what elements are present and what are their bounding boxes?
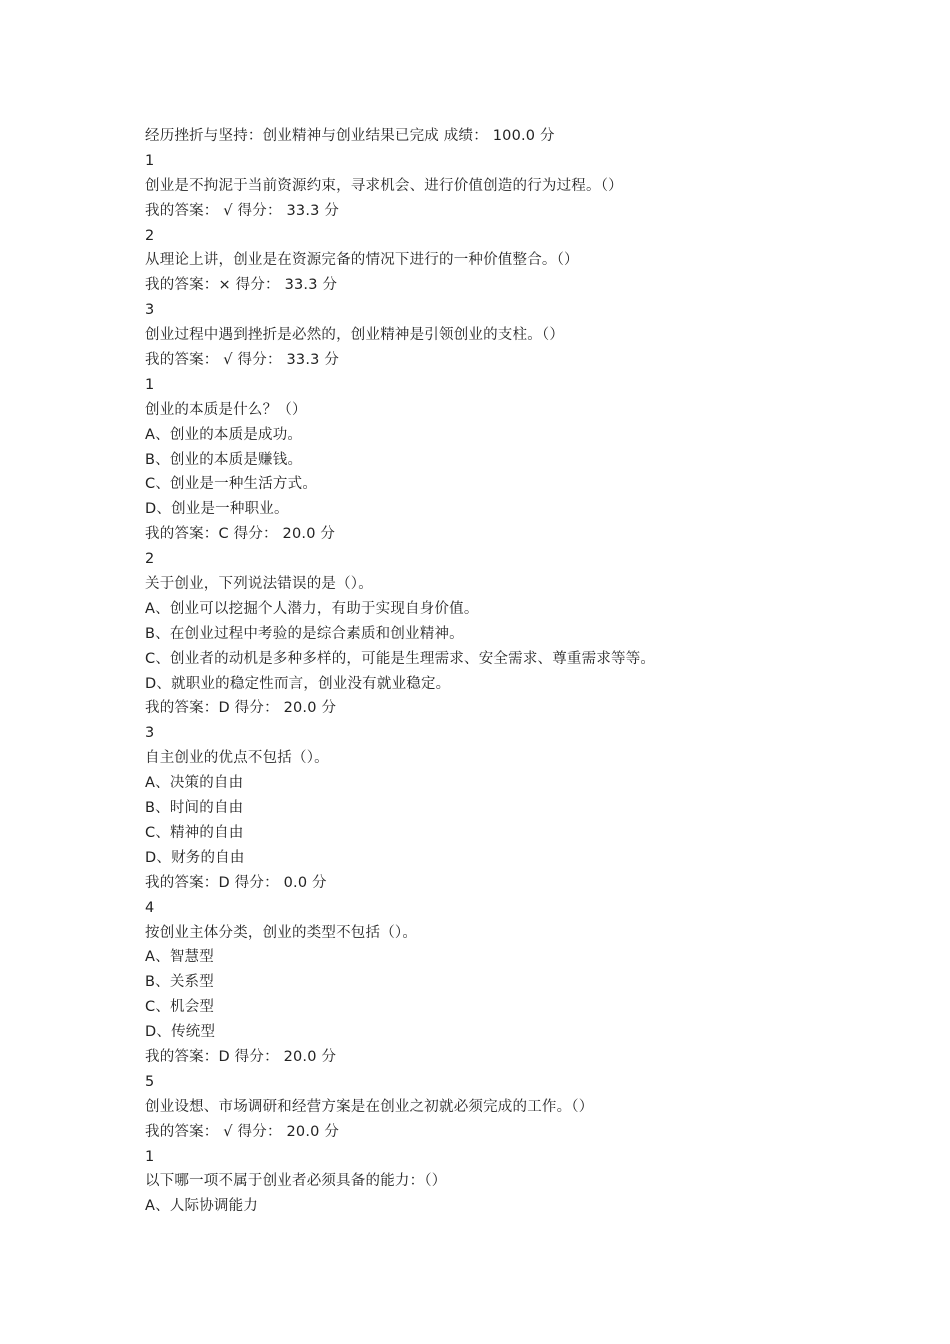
answer-line: 我的答案： √ 得分： 33.3 分: [145, 352, 340, 369]
option-line: C、精神的自由: [145, 824, 244, 841]
option-line: B、创业的本质是赚钱。: [145, 451, 303, 468]
answer-line: 我的答案：D 得分： 20.0 分: [145, 700, 337, 717]
option-line: B、时间的自由: [145, 800, 244, 817]
option-line: C、创业者的动机是多种多样的，可能是生理需求、安全需求、尊重需求等等。: [145, 650, 656, 667]
option-line: B、关系型: [145, 974, 214, 991]
answer-line: 我的答案：D 得分： 0.0 分: [145, 874, 327, 891]
question-number: 3: [145, 725, 155, 742]
option-line: A、决策的自由: [145, 775, 244, 792]
answer-line: 我的答案：C 得分： 20.0 分: [145, 526, 336, 543]
document-body: [145, 124, 905, 1219]
section-title: 经历挫折与坚持：创业精神与创业结果已完成 成绩： 100.0 分: [145, 128, 555, 144]
question-number: 1: [145, 376, 155, 393]
answer-line: 我的答案：D 得分： 20.0 分: [145, 1048, 337, 1065]
option-line: D、传统型: [145, 1024, 216, 1041]
question-text: 创业过程中遇到挫折是必然的，创业精神是引领创业的支柱。（）: [145, 327, 565, 344]
question-text: 创业设想、市场调研和经营方案是在创业之初就必须完成的工作。（）: [145, 1098, 594, 1115]
question-text: 创业的本质是什么？（）: [145, 401, 307, 418]
question-number: 3: [145, 302, 155, 319]
question-number: 2: [145, 551, 155, 568]
option-line: A、人际协调能力: [145, 1198, 259, 1215]
option-line: D、创业是一种职业。: [145, 501, 289, 518]
question-number: 1: [145, 1148, 155, 1165]
question-text: 按创业主体分类，创业的类型不包括（）。: [145, 924, 418, 941]
question-number: 4: [145, 899, 155, 916]
answer-line: 我的答案：× 得分： 33.3 分: [145, 277, 338, 294]
option-line: D、就职业的稳定性而言，创业没有就业稳定。: [145, 675, 451, 692]
answer-line: 我的答案： √ 得分： 33.3 分: [145, 202, 340, 219]
question-number: 2: [145, 227, 155, 244]
option-line: C、机会型: [145, 999, 215, 1016]
option-line: B、在创业过程中考验的是综合素质和创业精神。: [145, 625, 464, 642]
answer-line: 我的答案： √ 得分： 20.0 分: [145, 1123, 340, 1140]
question-text: 自主创业的优点不包括（）。: [145, 750, 329, 767]
option-line: A、创业可以挖掘个人潜力，有助于实现自身价值。: [145, 600, 479, 617]
question-text: 以下哪一项不属于创业者必须具备的能力：（）: [145, 1173, 447, 1190]
question-text: 从理论上讲，创业是在资源完备的情况下进行的一种价值整合。（）: [145, 252, 579, 269]
option-line: C、创业是一种生活方式。: [145, 476, 318, 493]
option-line: A、创业的本质是成功。: [145, 426, 303, 443]
question-text: 关于创业，下列说法错误的是（）。: [145, 576, 373, 593]
question-number: 5: [145, 1073, 155, 1090]
option-line: D、财务的自由: [145, 849, 245, 866]
question-number: 1: [145, 152, 155, 169]
option-line: A、智慧型: [145, 949, 214, 966]
question-text: 创业是不拘泥于当前资源约束，寻求机会、进行价值创造的行为过程。（）: [145, 177, 623, 194]
